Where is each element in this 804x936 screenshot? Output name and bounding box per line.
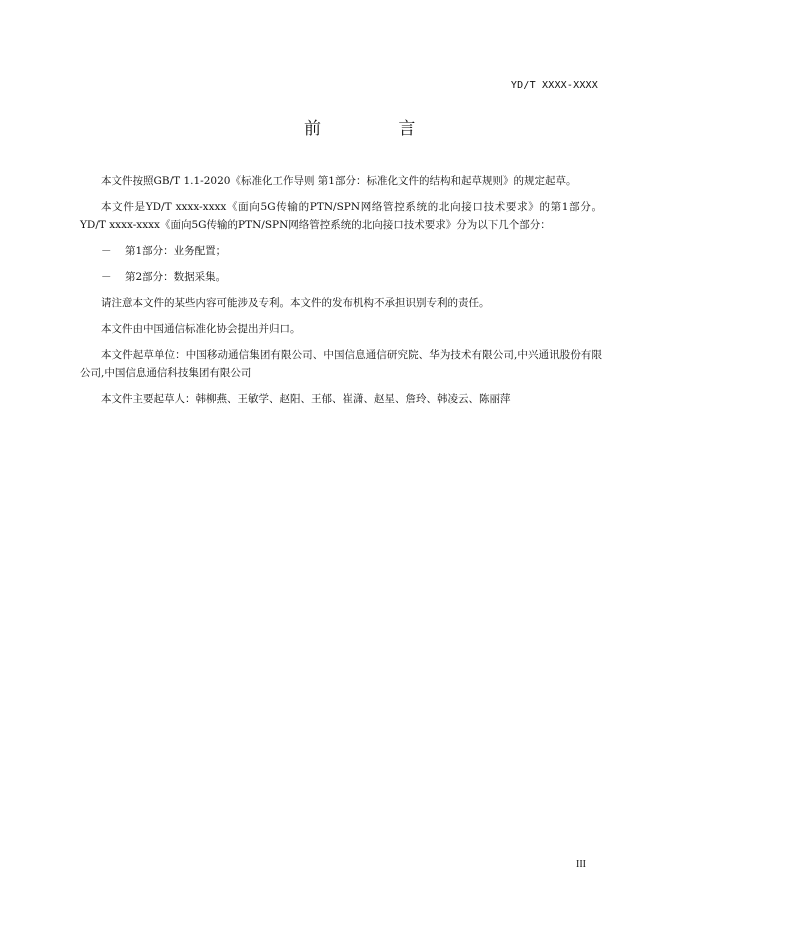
- list-item-text: 第2部分：数据采集。: [125, 271, 227, 283]
- paragraph-drafters: 本文件主要起草人：韩柳燕、王敏学、赵阳、王郁、崔潇、赵星、詹玲、韩凌云、陈丽萍: [101, 393, 511, 405]
- list-item-part-1: [80, 242, 602, 260]
- dash-bullet: －: [101, 245, 112, 257]
- paragraph-drafting-units: 本文件起草单位：中国移动通信集团有限公司、中国信息通信研究院、华为技术有限公司,中兴通讯股份有限公司,中国信息通信科技集团有限公司: [80, 349, 602, 379]
- foreword-body: [80, 172, 602, 416]
- list-item-text: 第1部分：业务配置；: [125, 245, 227, 257]
- paragraph-document-parts: 本文件是YD/T xxxx-xxxx《面向5G传输的PTN/SPN网络管控系统的北向接口技术要求》的第1部分。 YD/T xxxx-xxxx《面向5G传输的PTN/SPN网络管控系统的北向接口技术要求》分为以下几个部分：: [80, 201, 602, 231]
- page-number: III: [576, 859, 586, 870]
- list-item-part-2: [80, 268, 602, 286]
- paragraph-patent-notice: 请注意本文件的某些内容可能涉及专利。本文件的发布机构不承担识别专利的责任。: [101, 297, 490, 309]
- section-title: 前 言: [304, 119, 452, 139]
- paragraph-drafting-rules: 本文件按照GB/T 1.1-2020《标准化工作导则 第1部分：标准化文件的结构和起草规则》的规定起草。: [101, 175, 577, 187]
- paragraph-proposer: 本文件由中国通信标准化协会提出并归口。: [101, 323, 301, 335]
- dash-bullet: －: [101, 271, 112, 283]
- document-code: YD/T XXXX-XXXX: [510, 80, 598, 91]
